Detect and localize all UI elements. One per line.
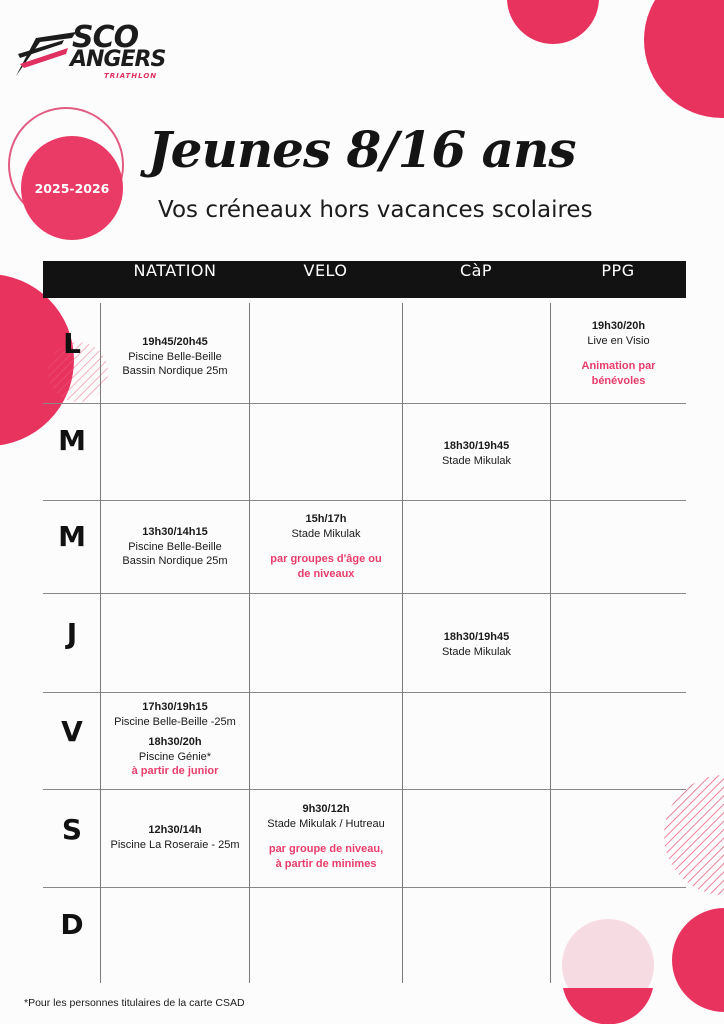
logo-text-sco: SCO — [72, 20, 139, 55]
column-header-velo: VELO — [303, 261, 348, 280]
slot-time: 19h45/20h45 — [142, 336, 208, 348]
page-subtitle: Vos créneaux hors vacances scolaires — [158, 197, 593, 223]
slot-note: de niveaux — [297, 567, 355, 580]
slot-location: Stade Mikulak — [291, 527, 361, 540]
table-header — [43, 261, 686, 298]
slot-location: Piscine Belle-Beille — [128, 540, 222, 553]
season-badge: 2025-2026 — [21, 136, 123, 240]
row-divider — [43, 500, 686, 501]
slot-mardi-cap — [403, 439, 550, 468]
slot-time: 15h/17h — [305, 513, 347, 525]
logo-text-triathlon: TRIATHLON — [104, 72, 158, 80]
column-header-ppg: PPG — [601, 261, 635, 280]
day-label-jeudi: J — [66, 617, 78, 650]
row-divider — [43, 789, 686, 790]
slot-note: à partir de minimes — [275, 857, 377, 870]
slot-location: Piscine Belle-Beille — [128, 350, 222, 363]
slot-mercredi-natation — [101, 525, 249, 569]
slot-note: à partir de junior — [131, 765, 219, 777]
slot-time: 17h30/19h15 — [142, 701, 208, 713]
slot-lundi-natation — [101, 335, 249, 379]
row-divider — [43, 593, 686, 594]
slot-note: Animation par — [581, 360, 656, 372]
slot-location: Stade Mikulak — [441, 454, 512, 467]
column-divider — [249, 303, 250, 983]
slot-time: 18h30/19h45 — [443, 631, 510, 643]
slot-location-detail: Bassin Nordique 25m — [122, 555, 228, 567]
slot-note: par groupe de niveau, — [268, 843, 384, 855]
slot-note: bénévoles — [591, 374, 646, 387]
column-header-natation: NATATION — [133, 261, 217, 280]
column-header-cap: CàP — [459, 261, 493, 280]
slot-time: 18h30/19h45 — [443, 440, 510, 452]
logo-swoosh-icon — [14, 24, 78, 80]
day-label-lundi: L — [63, 327, 81, 360]
slot-location: Stade Mikulak / Hutreau — [267, 817, 385, 830]
club-logo — [14, 20, 164, 82]
day-label-mardi: M — [58, 424, 86, 457]
slot-location-detail: Bassin Nordique 25m — [122, 365, 228, 377]
logo-text-angers: ANGERS — [70, 47, 166, 72]
slot-location: Piscine Belle-Beille -25m — [114, 715, 236, 728]
slot-samedi-velo — [250, 802, 402, 871]
slot-time: 12h30/14h — [148, 824, 202, 836]
row-divider — [43, 887, 686, 888]
slot-jeudi-cap — [403, 630, 550, 659]
slot-location: Live en Visio — [587, 334, 650, 347]
slot-note: par groupes d'âge ou — [270, 553, 382, 565]
slot-vendredi-natation — [101, 700, 249, 779]
day-label-dimanche: D — [60, 908, 84, 941]
slot-samedi-natation — [101, 823, 249, 852]
slot-mercredi-velo — [250, 512, 402, 581]
slot-time: 19h30/20h — [591, 320, 646, 332]
slot-time: 13h30/14h15 — [142, 526, 208, 538]
row-divider — [43, 692, 686, 693]
slot-location: Piscine Génie* — [138, 750, 212, 763]
row-divider — [43, 403, 686, 404]
slot-lundi-ppg — [551, 319, 686, 388]
page-title: Jeunes 8/16 ans — [148, 120, 576, 179]
slot-location: Stade Mikulak — [441, 645, 512, 658]
slot-time: 9h30/12h — [302, 803, 350, 815]
column-divider — [550, 403, 551, 983]
footnote: *Pour les personnes titulaires de la carte CSAD — [24, 997, 245, 1009]
day-label-vendredi: V — [61, 715, 83, 748]
slot-time: 18h30/20h — [148, 736, 202, 748]
day-label-mercredi: M — [58, 520, 86, 553]
slot-location: Piscine La Roseraie - 25m — [110, 838, 240, 851]
day-label-samedi: S — [61, 813, 83, 846]
